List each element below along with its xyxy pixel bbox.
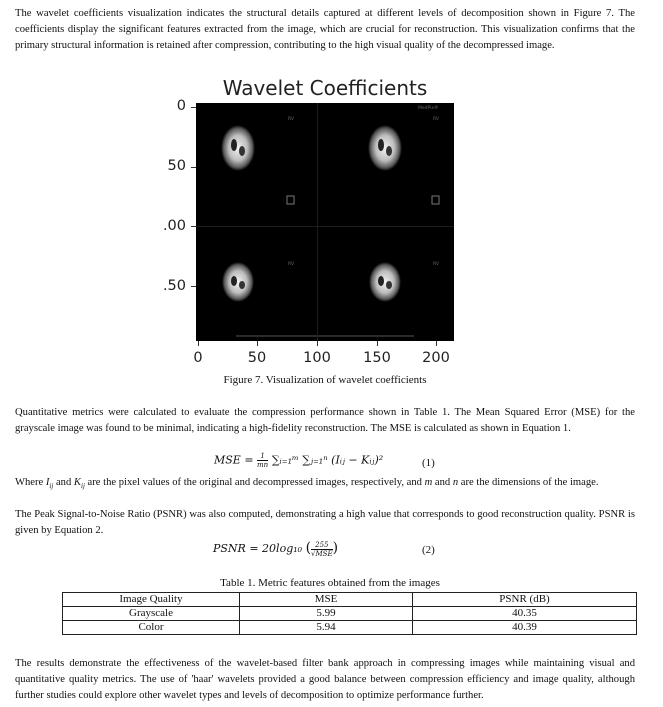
table-title: Table 1. Metric features obtained from the images	[220, 577, 440, 589]
brain-top-right	[368, 125, 402, 171]
quadrant-label: RV	[288, 117, 294, 122]
table-row	[63, 621, 637, 635]
y-tick-label: 0	[176, 98, 186, 114]
table-header-cell: Image Quality	[63, 593, 240, 607]
fraction-numerator: 1	[257, 452, 268, 461]
x-tick-label: 50	[247, 350, 267, 366]
fraction-denominator: mn	[257, 461, 269, 469]
equation-mse-lhs: MSE =	[214, 453, 254, 467]
text-where: Where	[15, 477, 44, 488]
quadrant-label: RV	[433, 262, 439, 267]
table-header-cell: PSNR (dB)	[413, 593, 637, 607]
paragraph-where	[15, 475, 635, 494]
x-tick-label: 100	[303, 350, 331, 366]
equation-psnr-fraction	[311, 541, 333, 558]
fraction-denominator: √MSE	[311, 549, 333, 558]
y-tick-label: 50	[167, 158, 186, 174]
table-header-row	[63, 593, 637, 607]
paragraph-results: The results demonstrate the effectiveness of the wavelet-based filter bank approach in compressing images while maintaining visual and quantitative quality metrics. The use of 'haar' wavelets provided a good balance between compression efficiency and image quality, although further studies could explore other wavelet types and levels of decomposition to optimize performance further.	[15, 658, 635, 702]
grid-line-vertical	[317, 103, 318, 341]
y-tick-label: .50	[162, 278, 186, 294]
table-cell: 5.99	[240, 607, 413, 621]
wavelet-coefficient-image	[196, 103, 454, 341]
figure-caption: Figure 7. Visualization of wavelet coefficients	[223, 374, 427, 386]
brain-scans-graphic	[196, 103, 454, 341]
brain-bottom-left	[222, 262, 254, 302]
watermark-label: MedPix®	[418, 106, 439, 111]
text-pixel-values: are the pixel values of the original and decompressed images, respectively, and	[87, 477, 422, 488]
symbol-K: $K_{ij}$	[73, 477, 85, 491]
table-cell: 40.39	[413, 621, 637, 635]
x-tick-mark	[377, 341, 378, 346]
equation-psnr: PSNR = 20log₁₀ ( $\frac{255}{\text{√MSE}}$ )	[213, 540, 339, 558]
table-cell: 5.94	[240, 621, 413, 635]
x-tick-mark	[436, 341, 437, 346]
text-and: and	[434, 477, 451, 488]
x-tick-mark	[198, 341, 199, 346]
brain-top-left	[221, 125, 255, 171]
grid-line-horizontal	[196, 226, 454, 227]
quadrant-label: RV	[433, 117, 439, 122]
symbol-n: n	[452, 477, 459, 488]
table-cell: 40.35	[413, 607, 637, 621]
equation-number: (2)	[422, 544, 435, 556]
figure-title: Wavelet Coefficients	[222, 76, 428, 100]
marker-box	[432, 196, 439, 204]
equation-mse	[214, 452, 383, 469]
equation-number: (1)	[422, 457, 435, 469]
text-and: and	[55, 477, 72, 488]
x-tick-label: 0	[193, 350, 203, 366]
x-tick-mark	[317, 341, 318, 346]
table-cell: Grayscale	[63, 607, 240, 621]
symbol-I: $I_{ij}$	[45, 477, 54, 491]
table-row	[63, 607, 637, 621]
text-dimensions: are the dimensions of the image.	[460, 477, 599, 488]
x-tick-label: 150	[363, 350, 391, 366]
paragraph-wavelet-intro: The wavelet coefficients visualization indicates the structural details captured at different levels of decomposition shown in Figure 7. The coefficients display the significant features extracted from the image, which are crucial for reconstruction. This visualization confirms that the primary structural information is retained after compression, contributing to the high visual quality of the decompressed image.	[15, 8, 635, 52]
equation-psnr-lhs: PSNR = 20log₁₀	[213, 542, 303, 555]
marker-box	[287, 196, 294, 204]
metrics-table	[62, 592, 637, 635]
quadrant-label: RV	[288, 262, 294, 267]
table-header-cell: MSE	[240, 593, 413, 607]
table-cell: Color	[63, 621, 240, 635]
y-tick-label: .00	[162, 218, 186, 234]
fraction-numerator: 255	[311, 541, 333, 550]
brain-bottom-right	[369, 262, 401, 302]
paragraph-psnr: The Peak Signal-to-Noise Ratio (PSNR) was also computed, demonstrating a high value that corresponds to good reconstruction quality. PSNR is given by Equation 2.	[15, 509, 635, 537]
symbol-m: m	[424, 477, 433, 488]
equation-mse-body: ∑ᵢ₌₁ᵐ ∑ⱼ₌₁ⁿ (Iᵢⱼ − Kᵢⱼ)²	[271, 453, 384, 467]
x-tick-label: 200	[422, 350, 450, 366]
x-tick-mark	[257, 341, 258, 346]
equation-mse-fraction	[257, 452, 268, 469]
paragraph-metrics-intro: Quantitative metrics were calculated to evaluate the compression performance shown in Table 1. The Mean Squared Error (MSE) for the grayscale image was found to be minimal, indicating a high-fidelity reconstruction. The MSE is calculated as shown in Equation 1.	[15, 407, 635, 435]
